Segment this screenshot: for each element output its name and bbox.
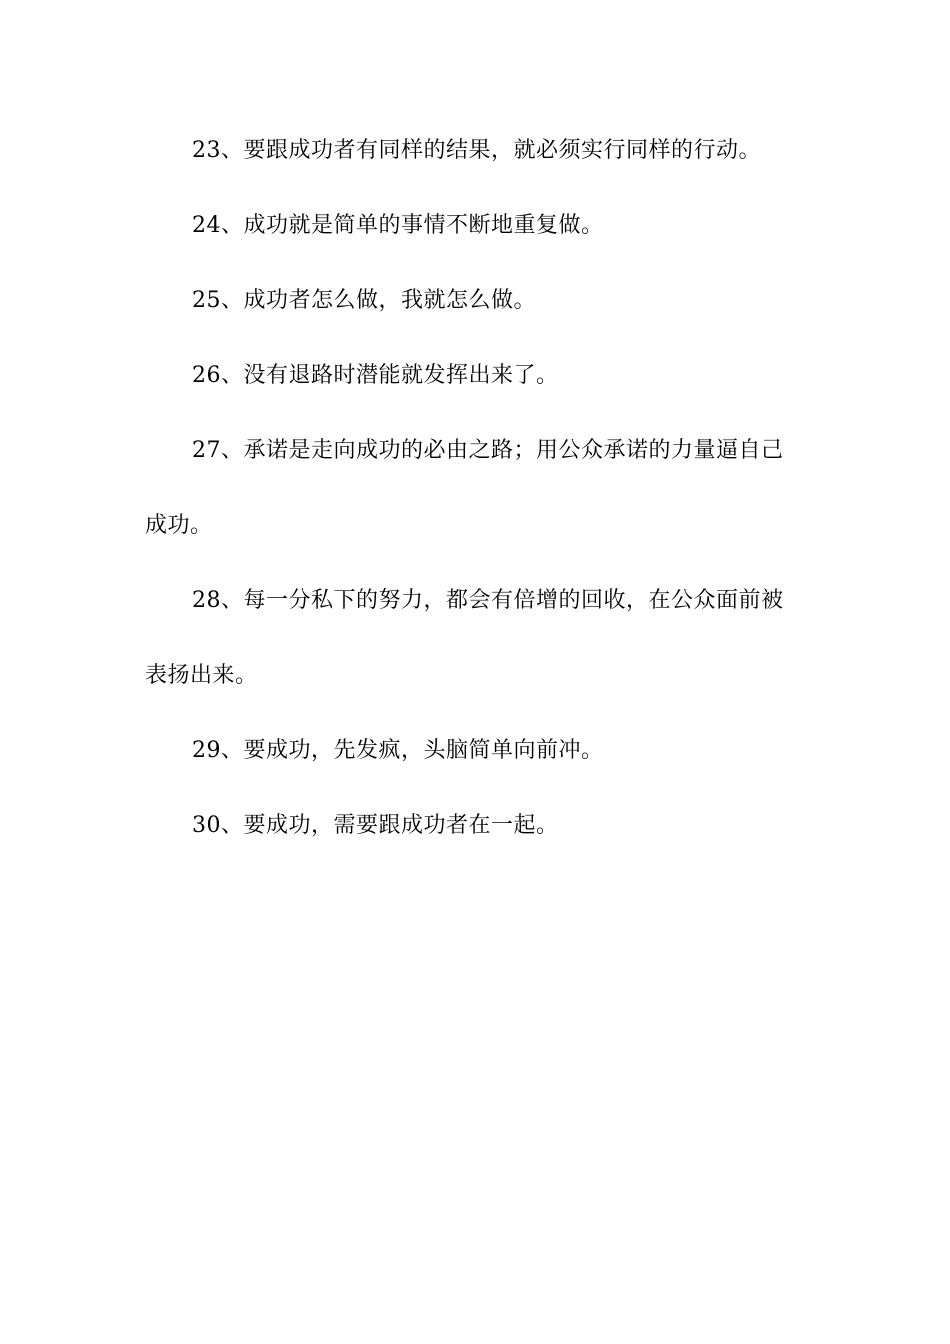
- paragraph-29: 29、要成功，先发疯，头脑简单向前冲。: [192, 738, 604, 763]
- paragraph-26: 26、没有退路时潜能就发挥出来了。: [192, 363, 559, 388]
- paragraph-27: 27、承诺是走向成功的必由之路；用公众承诺的力量逼自己成功。: [145, 438, 784, 538]
- paragraph-24: 24、成功就是简单的事情不断地重复做。: [192, 213, 604, 238]
- paragraph-25: 25、成功者怎么做，我就怎么做。: [192, 288, 536, 313]
- paragraph-23: 23、要跟成功者有同样的结果，就必须实行同样的行动。: [192, 138, 761, 163]
- paragraph-28: 28、每一分私下的努力，都会有倍增的回收，在公众面前被表扬出来。: [145, 588, 784, 688]
- paragraph-30: 30、要成功，需要跟成功者在一起。: [192, 813, 559, 838]
